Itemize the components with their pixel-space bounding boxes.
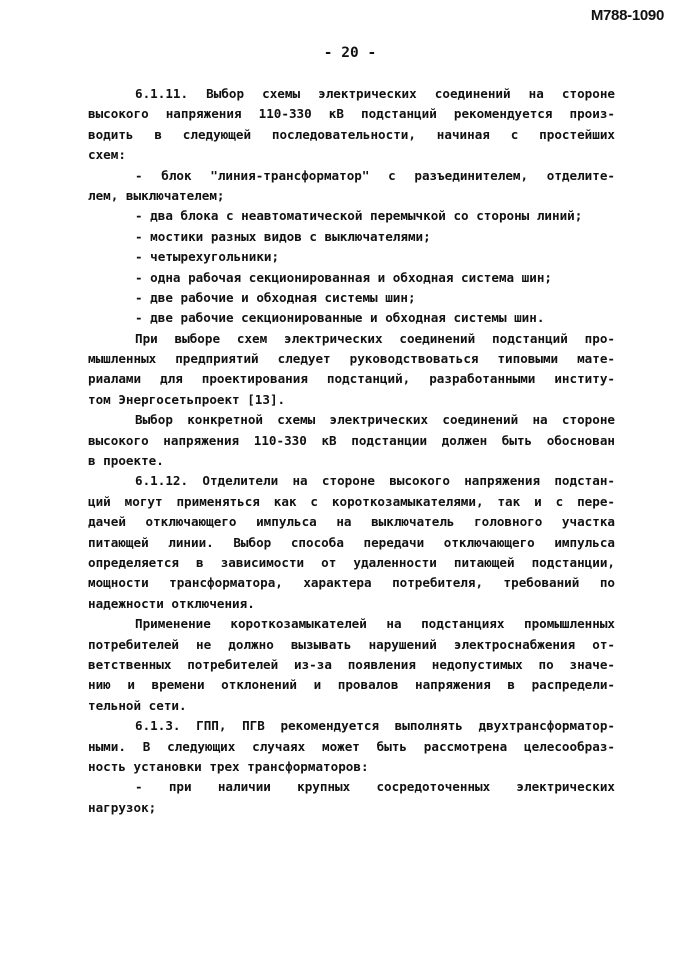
text-line: Выбор конкретной схемы электрических соединений на стороне (135, 412, 615, 428)
text-line: нагрузок; (88, 799, 157, 815)
text-line: нию и времени отклонений и провалов напряжения в распредели- (88, 677, 615, 693)
text-line: При выборе схем электрических соединений подстанций про- (135, 330, 615, 346)
page-number: - 20 - (323, 45, 377, 61)
text-line: ций могут применяться как с короткозамыкателями, так и с пере- (88, 493, 615, 509)
text-line: питающей линии. Выбор способа передачи отключающего импульса (88, 534, 615, 550)
text-line: лем, выключателем; (88, 187, 225, 203)
document-code: М788-1090 (590, 7, 664, 24)
text-line: ность установки трех трансформаторов: (88, 758, 369, 774)
text-line: дачей отключающего импульса на выключатель головного участка (88, 514, 615, 530)
text-line: - блок "линия-трансформатор" с разъединителем, отделите- (135, 167, 615, 183)
text-line: - два блока с неавтоматической перемычкой со стороны линий; (135, 208, 583, 224)
text-line: определяется в зависимости от удаленности питающей подстанции, (88, 554, 615, 570)
text-line: - четырехугольники; (135, 249, 280, 265)
text-line: 6.1.12. Отделители на стороне высокого напряжения подстан- (135, 473, 615, 489)
text-line: риалами для проектирования подстанций, разработанными институ- (88, 371, 615, 387)
text-line: - две рабочие секционированные и обходная системы шин. (135, 310, 545, 326)
text-line: мышленных предприятий следует руководствоваться типовыми мате- (88, 351, 615, 367)
body-text (88, 84, 615, 818)
text-line: высокого напряжения 110-330 кВ подстанций рекомендуется произ- (88, 106, 615, 122)
text-line: - при наличии крупных сосредоточенных электрических (135, 779, 615, 795)
text-line: потребителей не должно вызывать нарушений электроснабжения от- (88, 636, 615, 652)
text-line: ветственных потребителей из-за появления недопустимых по значе- (88, 656, 615, 672)
text-line: водить в следующей последовательности, начиная с простейших (88, 126, 615, 142)
text-line: 6.1.11. Выбор схемы электрических соединений на стороне (135, 86, 615, 101)
text-line: ными. В следующих случаях может быть рассмотрена целесообраз- (88, 738, 615, 754)
text-line: тельной сети. (88, 697, 187, 713)
text-line: - мостики разных видов с выключателями; (135, 228, 431, 244)
text-line: - одна рабочая секционированная и обходная система шин; (135, 269, 553, 285)
text-line: 6.1.3. ГПП, ПГВ рекомендуется выполнять двухтрансформатор- (135, 718, 615, 734)
text-line: - две рабочие и обходная системы шин; (135, 289, 416, 305)
text-line: мощности трансформатора, характера потребителя, требований по (88, 575, 615, 591)
text-line: Применение короткозамыкателей на подстанциях промышленных (135, 616, 615, 632)
text-line: схем: (88, 147, 126, 163)
text-line: том Энергосетьпроект [13]. (88, 391, 286, 407)
text-line: надежности отключения. (88, 595, 255, 611)
text-line: высокого напряжения 110-330 кВ подстанции должен быть обоснован (88, 432, 615, 448)
text-line: в проекте. (88, 453, 164, 469)
